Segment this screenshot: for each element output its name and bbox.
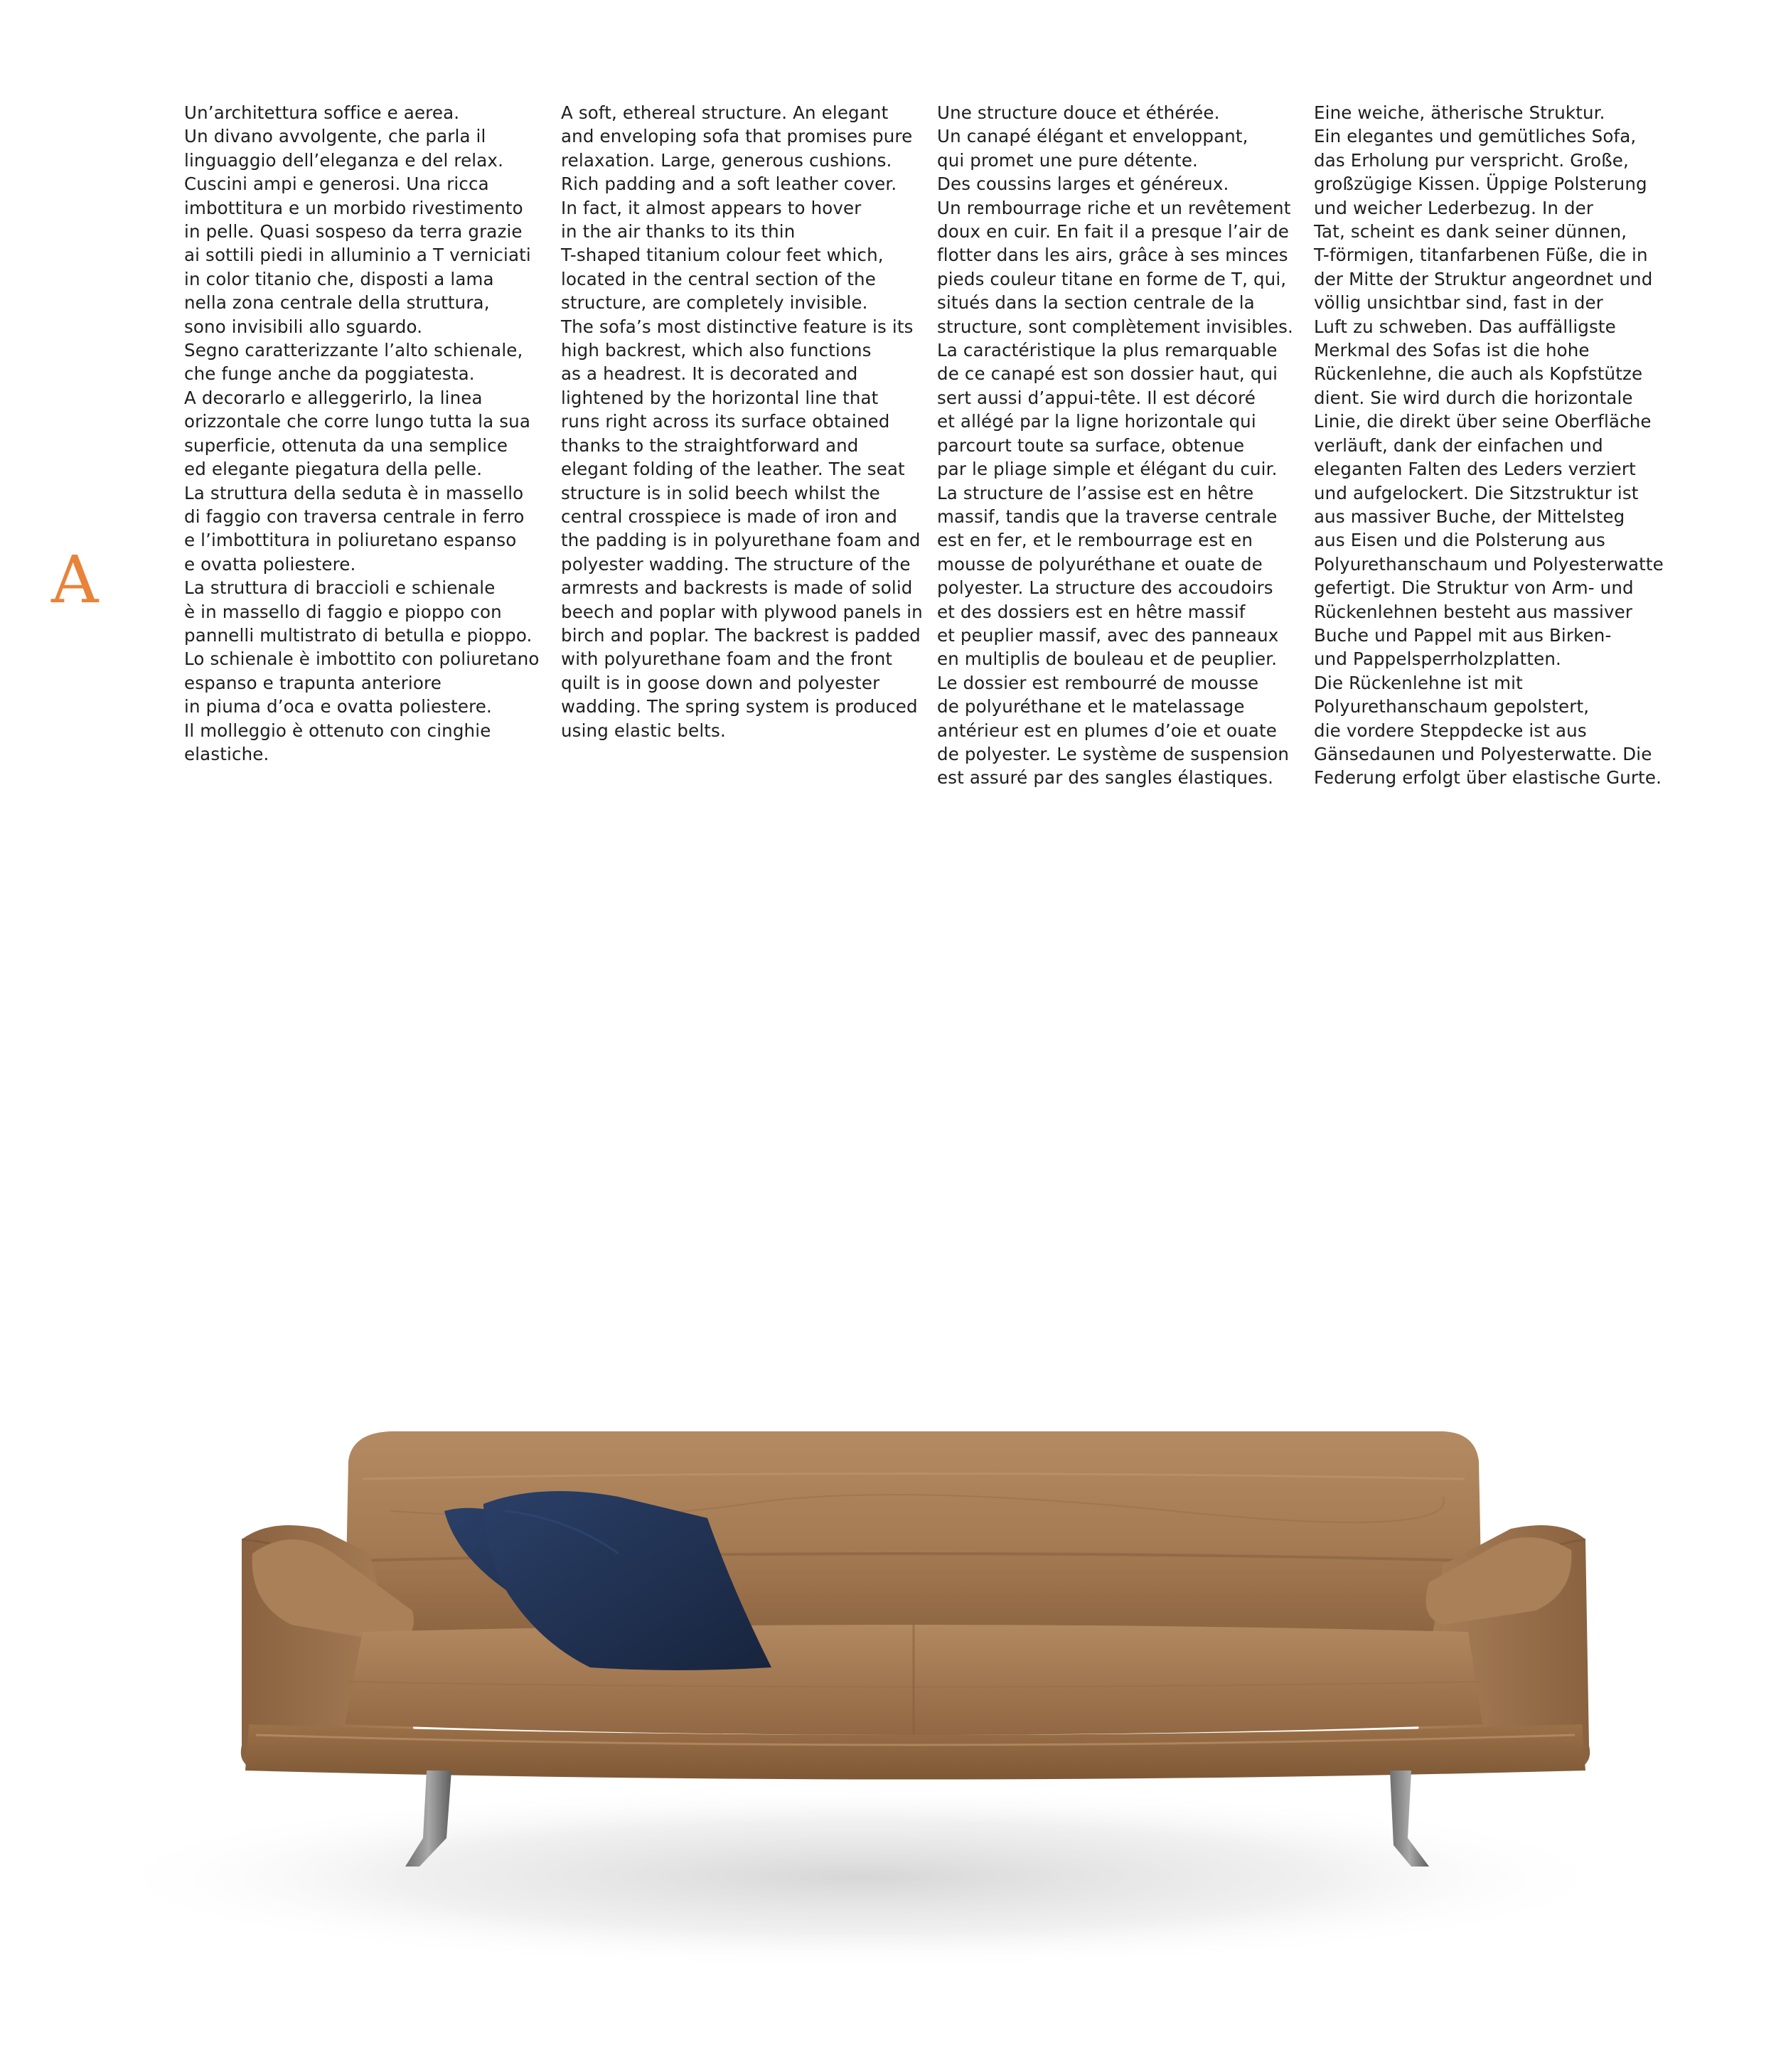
text-line: großzügige Kissen. Üppige Polsterung [1314,173,1647,195]
text-line: high backrest, which also functions [561,340,872,361]
text-line: relaxation. Large, generous cushions. [561,149,892,171]
text-line: est assuré par des sangles élastiques. [937,767,1274,789]
text-line: Die Rückenlehne ist mit [1314,672,1523,693]
text-column-italian [184,101,540,766]
sofa-product-image [107,1411,1671,1980]
text-line: Rückenlehne, die auch als Kopfstütze [1314,363,1643,385]
text-line: Il molleggio è ottenuto con cinghie [184,720,491,741]
text-line: Linie, die direkt über seine Oberfläche [1314,411,1652,432]
text-line: et des dossiers est en hêtre massif [937,601,1246,622]
text-line: der Mitte der Struktur angeordnet und [1314,268,1653,289]
text-line: in color titanio che, disposti a lama [184,268,494,289]
text-line: ai sottili piedi in alluminio a T verniciati [184,245,531,266]
text-line: In fact, it almost appears to hover [561,197,862,218]
text-line: en multiplis de bouleau et de peuplier. [937,648,1278,670]
text-line: und Pappelsperrholzplatten. [1314,648,1561,670]
text-line: Polyurethanschaum gepolstert, [1314,696,1590,717]
text-line: in the air thanks to its thin [561,221,796,242]
text-column-french [937,101,1293,790]
text-line: lightened by the horizontal line that [561,387,879,408]
text-line: in pelle. Quasi sospeso da terra grazie [184,221,523,242]
text-line: de polyuréthane et le matelassage [937,696,1245,717]
text-line: Merkmal des Sofas ist die hohe [1314,340,1590,361]
text-line: de ce canapé est son dossier haut, qui [937,363,1278,385]
text-line: Un’architettura soffice e aerea. [184,102,460,123]
text-line: pannelli multistrato di betulla e pioppo. [184,624,533,646]
text-line: central crosspiece is made of iron and [561,506,898,527]
text-line: structure, sont complètement invisibles. [937,316,1293,337]
text-line: Luft zu schweben. Das auffälligste [1314,316,1616,337]
text-line: orizzontale che corre lungo tutta la sua [184,411,531,432]
text-line: et peuplier massif, avec des panneaux [937,624,1279,646]
text-line: massif, tandis que la traverse centrale [937,506,1278,527]
text-line: Cuscini ampi e generosi. Una ricca [184,173,489,195]
text-line: antérieur est en plumes d’oie et ouate [937,720,1277,741]
text-line: La caractéristique la plus remarquable [937,340,1278,361]
text-line: flotter dans les airs, grâce à ses minces [937,245,1288,266]
text-line: verläuft, dank der einfachen und [1314,434,1603,456]
text-line: elastiche. [184,743,269,764]
text-line: superficie, ottenuta da una semplice [184,434,508,456]
text-line: eleganten Falten des Leders verziert [1314,459,1636,480]
text-line: structure, are completely invisible. [561,292,868,314]
text-line: aus Eisen und die Polsterung aus [1314,530,1605,551]
section-letter: A [51,542,99,618]
text-line: polyester wadding. The structure of the [561,553,911,575]
text-line: using elastic belts. [561,720,726,741]
text-line: imbottitura e un morbido rivestimento [184,197,523,218]
text-line: Lo schienale è imbottito con poliuretano [184,648,540,670]
text-line: Gänsedaunen und Polyesterwatte. Die [1314,743,1652,764]
text-line: Polyurethanschaum und Polyesterwatte [1314,553,1664,575]
text-line: La struttura della seduta è in massello [184,482,524,503]
text-line: T-shaped titanium colour feet which, [561,245,884,266]
text-line: situés dans la section centrale de la [937,292,1255,314]
text-line: T-förmigen, titanfarbenen Füße, die in [1314,245,1648,266]
text-line: mousse de polyuréthane et ouate de [937,553,1263,575]
text-line: dient. Sie wird durch die horizontale [1314,387,1633,408]
text-line: das Erholung pur verspricht. Große, [1314,149,1629,171]
text-line: e ovatta poliestere. [184,553,356,575]
text-line: Un divano avvolgente, che parla il [184,126,486,147]
text-column-english [561,101,923,742]
text-line: di faggio con traversa centrale in ferro [184,506,525,527]
text-line: Segno caratterizzante l’alto schienale, [184,340,523,361]
text-line: thanks to the straightforward and [561,434,859,456]
text-line: par le pliage simple et élégant du cuir. [937,459,1278,480]
text-line: La struttura di braccioli e schienale [184,577,496,599]
text-line: Tat, scheint es dank seiner dünnen, [1314,221,1627,242]
text-line: Ein elegantes und gemütliches Sofa, [1314,126,1637,147]
text-line: de polyester. Le système de suspension [937,743,1290,764]
text-line: gefertigt. Die Struktur von Arm- und [1314,577,1634,599]
text-line: Le dossier est rembourré de mousse [937,672,1259,693]
text-line: La structure de l’assise est en hêtre [937,482,1254,503]
text-line: völlig unsichtbar sind, fast in der [1314,292,1603,314]
text-line: wadding. The spring system is produced [561,696,918,717]
text-line: Une structure douce et éthérée. [937,102,1220,123]
text-line: located in the central section of the [561,268,876,289]
text-line: aus massiver Buche, der Mittelsteg [1314,506,1625,527]
text-line: Federung erfolgt über elastische Gurte. [1314,767,1662,789]
text-line: Des coussins larges et généreux. [937,173,1229,195]
text-line: et allégé par la ligne horizontale qui [937,411,1256,432]
text-line: linguaggio dell’eleganza e del relax. [184,149,504,171]
text-line: elegant folding of the leather. The seat [561,459,905,480]
text-line: Un canapé élégant et enveloppant, [937,126,1248,147]
text-line: structure is in solid beech whilst the [561,482,880,503]
text-line: ed elegante piegatura della pelle. [184,459,483,480]
text-line: birch and poplar. The backrest is padded [561,624,921,646]
text-line: è in massello di faggio e pioppo con [184,601,502,622]
text-line: as a headrest. It is decorated and [561,363,858,385]
text-line: und aufgelockert. Die Sitzstruktur ist [1314,482,1639,503]
text-line: Eine weiche, ätherische Struktur. [1314,102,1605,123]
text-line: Buche und Pappel mit aus Birken- [1314,624,1612,646]
text-line: est en fer, et le rembourrage est en [937,530,1253,551]
text-line: quilt is in goose down and polyester [561,672,880,693]
text-line: sono invisibili allo sguardo. [184,316,423,337]
text-line: und weicher Lederbezug. In der [1314,197,1594,218]
text-line: with polyurethane foam and the front [561,648,893,670]
text-line: polyester. La structure des accoudoirs [937,577,1273,599]
text-line: Rich padding and a soft leather cover. [561,173,897,195]
text-line: e l’imbottitura in poliuretano espanso [184,530,517,551]
text-line: and enveloping sofa that promises pure [561,126,913,147]
text-line: the padding is in polyurethane foam and [561,530,921,551]
text-line: die vordere Steppdecke ist aus [1314,720,1587,741]
text-column-german [1314,101,1669,790]
text-line: espanso e trapunta anteriore [184,672,442,693]
text-line: runs right across its surface obtained [561,411,890,432]
text-line: A soft, ethereal structure. An elegant [561,102,889,123]
text-line: in piuma d’oca e ovatta poliestere. [184,696,492,717]
text-line: Un rembourrage riche et un revêtement [937,197,1291,218]
text-line: beech and poplar with plywood panels in [561,601,923,622]
text-line: nella zona centrale della struttura, [184,292,490,314]
text-line: qui promet une pure détente. [937,149,1198,171]
text-line: che funge anche da poggiatesta. [184,363,475,385]
text-line: Rückenlehnen besteht aus massiver [1314,601,1633,622]
text-line: armrests and backrests is made of solid [561,577,913,599]
text-line: A decorarlo e alleggerirlo, la linea [184,387,483,408]
text-line: The sofa’s most distinctive feature is its [561,316,914,337]
text-line: parcourt toute sa surface, obtenue [937,434,1245,456]
text-line: doux en cuir. En fait il a presque l’air de [937,221,1290,242]
text-line: sert aussi d’appui-tête. Il est décoré [937,387,1256,408]
text-line: pieds couleur titane en forme de T, qui, [937,268,1287,289]
